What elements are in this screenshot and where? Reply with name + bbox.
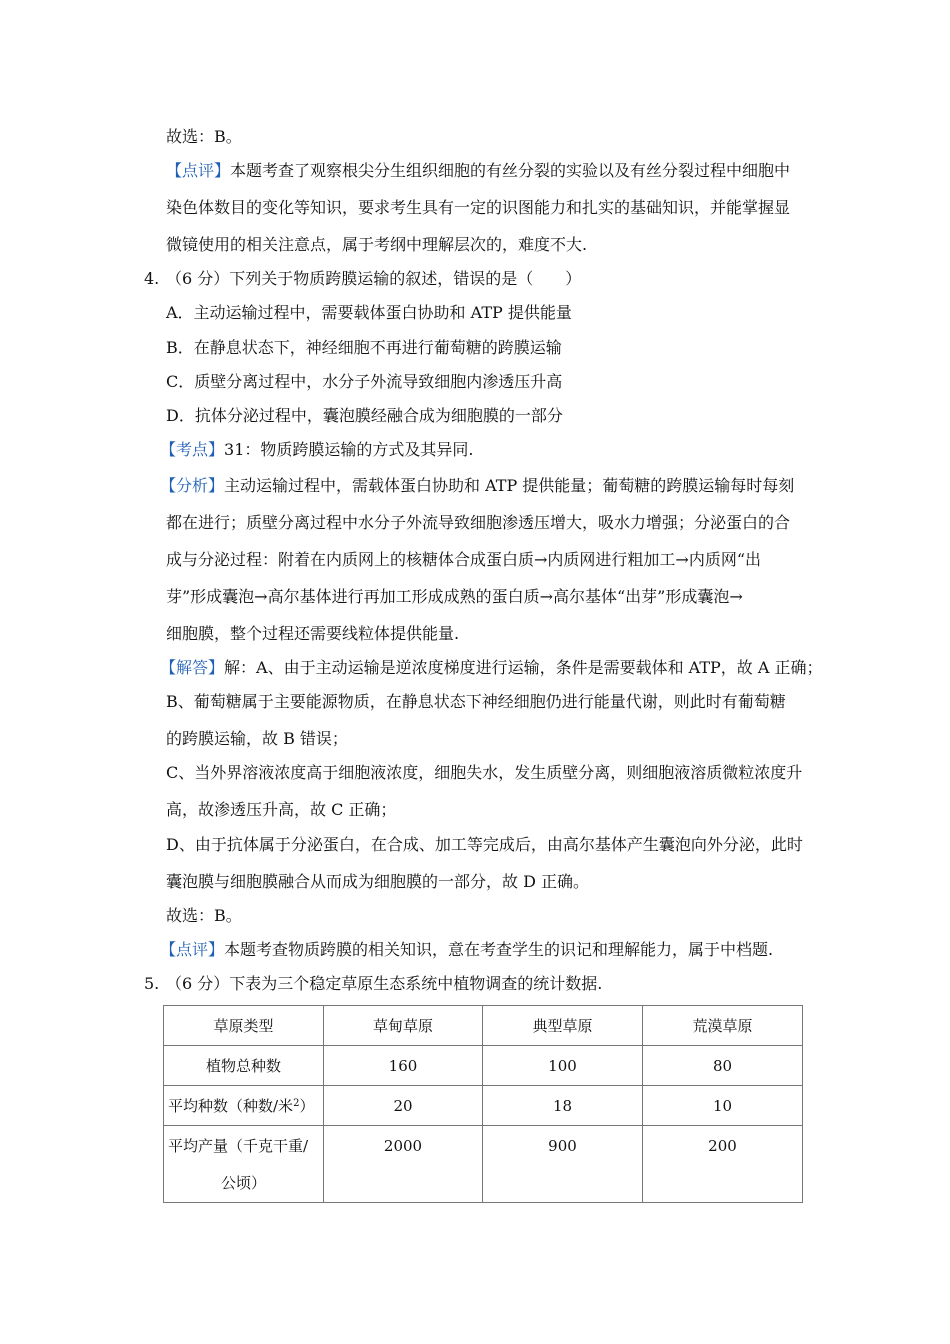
q4-answer: 故选：B。 <box>166 906 242 925</box>
superscript: 2 <box>293 1098 300 1109</box>
review-text: 本题考查了观察根尖分生组织细胞的有丝分裂的实验以及有丝分裂过程中细胞中 <box>230 161 791 180</box>
label-end: ） <box>299 1097 315 1115</box>
table-header-cell: 典型草原 <box>483 1006 643 1046</box>
q4-option-b: B．在静息状态下，神经细胞不再进行葡萄糖的跨膜运输 <box>166 338 562 357</box>
survey-table <box>163 1005 803 1203</box>
q4-number: 4. <box>144 269 160 288</box>
table-header-row <box>164 1006 803 1046</box>
table-cell: 900 <box>483 1126 643 1203</box>
table-cell: 10 <box>643 1086 803 1126</box>
label-text-2: 公顷） <box>220 1174 266 1192</box>
q4-solution-line-5: 高，故渗透压升高，故 C 正确； <box>166 800 397 819</box>
prev-review-line-2: 染色体数目的变化等知识，要求考生具有一定的识图能力和扎实的基础知识，并能掌握显 <box>166 198 791 217</box>
q4-analysis-line-2: 都在进行；质壁分离过程中水分子外流导致细胞渗透压增大，吸水力增强；分泌蛋白的合 <box>166 513 791 532</box>
solution-text: 解：A、由于主动运输是逆浓度梯度进行运输，条件是需要载体和 ATP，故 A 正确； <box>224 658 823 677</box>
table-row-label <box>164 1126 324 1203</box>
table-header-cell: 草原类型 <box>164 1006 324 1046</box>
table-cell: 100 <box>483 1046 643 1086</box>
prev-review-line-3: 微镜使用的相关注意点，属于考纲中理解层次的，难度不大. <box>166 235 588 254</box>
table-cell: 160 <box>324 1046 483 1086</box>
q4-point <box>160 439 473 461</box>
q4-stem: （6 分）下列关于物质跨膜运输的叙述，错误的是（ ） <box>166 269 582 288</box>
table-cell: 20 <box>324 1086 483 1126</box>
q5-number: 5. <box>144 974 160 993</box>
point-tag: 【考点】 <box>160 440 225 459</box>
solution-tag: 【解答】 <box>160 658 225 677</box>
q4-analysis-line-4: 芽”形成囊泡→高尔基体进行再加工形成成熟的蛋白质→高尔基体“出芽”形成囊泡→ <box>166 587 743 606</box>
q4-solution-line-4: C、当外界溶液浓度高于细胞液浓度，细胞失水，发生质壁分离，则细胞液溶质微粒浓度升 <box>166 763 803 782</box>
table-header-cell: 草甸草原 <box>324 1006 483 1046</box>
review-text: 本题考查物质跨膜的相关知识，意在考查学生的识记和理解能力，属于中档题. <box>224 940 774 959</box>
table-row <box>164 1086 803 1126</box>
q4-review <box>160 939 773 961</box>
q4-analysis-line-1 <box>160 475 794 497</box>
q4-analysis-line-5: 细胞膜，整个过程还需要线粒体提供能量. <box>166 624 460 643</box>
table-cell: 80 <box>643 1046 803 1086</box>
q4-option-a: A．主动运输过程中，需要载体蛋白协助和 ATP 提供能量 <box>166 303 572 322</box>
table-row <box>164 1126 803 1203</box>
q4-solution-line-7: 囊泡膜与细胞膜融合从而成为细胞膜的一部分，故 D 正确。 <box>166 872 590 891</box>
analysis-text: 主动运输过程中，需载体蛋白协助和 ATP 提供能量；葡萄糖的跨膜运输每时每刻 <box>224 476 795 495</box>
q5-stem: （6 分）下表为三个稳定草原生态系统中植物调查的统计数据. <box>166 974 603 993</box>
prev-review-line-1 <box>166 160 790 182</box>
label-text: 平均种数（种数/米 <box>168 1097 294 1115</box>
table-row-label <box>164 1086 324 1126</box>
table-cell: 2000 <box>324 1126 483 1203</box>
label-text: 平均产量（千克干重/ <box>168 1137 309 1155</box>
analysis-tag: 【分析】 <box>160 476 225 495</box>
table-header-cell: 荒漠草原 <box>643 1006 803 1046</box>
review-tag: 【点评】 <box>160 940 225 959</box>
q4-option-d: D．抗体分泌过程中，囊泡膜经融合成为细胞膜的一部分 <box>166 406 563 425</box>
q4-solution-line-6: D、由于抗体属于分泌蛋白，在合成、加工等完成后，由高尔基体产生囊泡向外分泌，此时 <box>166 835 803 854</box>
table-row-label: 植物总种数 <box>164 1046 324 1086</box>
prev-answer: 故选：B。 <box>166 127 242 146</box>
q4-solution-line-2: B、葡萄糖属于主要能源物质，在静息状态下神经细胞仍进行能量代谢，则此时有葡萄糖 <box>166 692 786 711</box>
table-cell: 200 <box>643 1126 803 1203</box>
q4-solution-line-3: 的跨膜运输，故 B 错误； <box>166 729 348 748</box>
point-text: 31：物质跨膜运输的方式及其异同. <box>224 440 474 459</box>
q4-solution-line-1 <box>160 657 823 679</box>
review-tag: 【点评】 <box>166 161 231 180</box>
table-row <box>164 1046 803 1086</box>
q4-option-c: C．质壁分离过程中，水分子外流导致细胞内渗透压升高 <box>166 372 563 391</box>
q4-analysis-line-3: 成与分泌过程：附着在内质网上的核糖体合成蛋白质→内质网进行粗加工→内质网“出 <box>166 550 761 569</box>
table-cell: 18 <box>483 1086 643 1126</box>
